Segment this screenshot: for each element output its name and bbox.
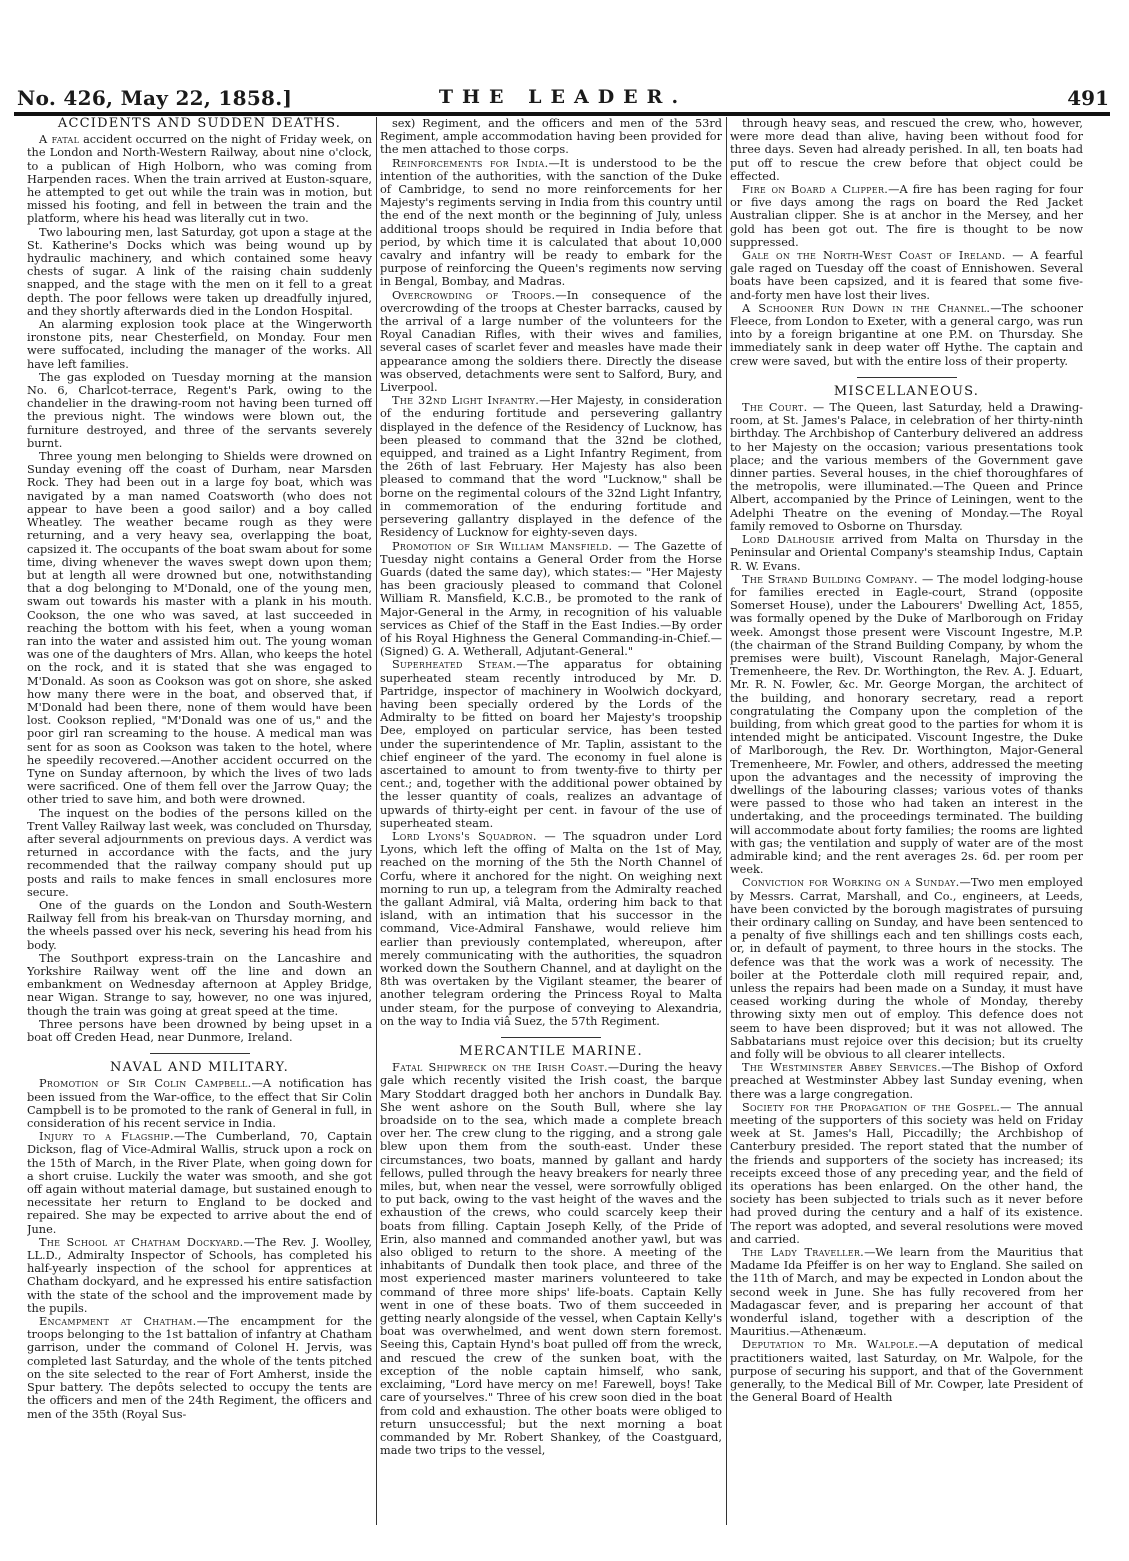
article-lead: The School at Chatham Dockyard. xyxy=(39,1235,244,1249)
column-3 xyxy=(730,117,1083,1527)
article-text: — The squadron under Lord Lyons, which left the offing of Malta on the 1st of May, reached on the morning of the 5th the North Channel of Corfu, where it anchored for the night. On weighing next morning to run up, a telegram from the Admiralty reached the gallant Admiral, viâ Malta, ordering him back to that island, with an intimation that his successor in the command, Vice-Admiral Fanshawe, would relieve him earlier than previously contemplated, whereupon, after merely communicating with the authorities, the squadron worked down the Southern Channel, and at daylight on the 8th was overtaken by the Vigilant steamer, the bearer of another telegram ordering the Princess Royal to Malta under steam, for the purpose of conveying to Alexandria, on the way to India viâ Suez, the 57th Regiment. xyxy=(380,829,722,1028)
article-text: arrived from Malta on Thursday in the Peninsular and Oriental Company's steamship Indus, Captain R. W. Evans. xyxy=(730,533,1083,573)
article-text: Two labouring men, last Saturday, got upon a stage at the St. Katherine's Docks which was being wound up by hydraulic machinery, and which contained some heavy chests of sugar. A link of the raising chain suddenly snapped, and the stage with the men on it fell to a great depth. The poor fellows were taken up dreadfully injured, and they shortly afterwards died in the London Hospital. xyxy=(27,225,372,318)
article-lead: Society for the Propagation of the Gospel. xyxy=(742,1100,1001,1114)
article-text: The gas exploded on Tuesday morning at the mansion No. 6, Charlcot-terrace, Regent's Park, owing to the chandelier in the drawing-room not having been turned off the previous night. The windows were blown out, the furniture destroyed, and three of the servants severely burnt. xyxy=(27,370,372,450)
article-text: —The apparatus for obtaining superheated steam recently introduced by Mr. D. Partridge, inspector of machinery in Woolwich dockyard, having been specially ordered by the Lords of the Admiralty to be fitted on board her Majesty's troopship Dee, employed on particular service, has been tested under the superintendence of Mr. Taplin, assistant to the chief engineer of the yard. The economy in fuel alone is ascertained to amount to from twenty-five to thirty per cent.; and, together with the additional power obtained by the lesser quantity of coals, realizes an advantage of upwards of thirty-eight per cent. in favour of the use of superheated steam. xyxy=(380,658,722,830)
column-2 xyxy=(380,117,722,1527)
misc-articles xyxy=(730,401,1083,1404)
article-lead: Encampment at Chatham. xyxy=(39,1315,197,1329)
article-lead: The Strand Building Company. xyxy=(742,572,918,586)
article-text: —In consequence of the overcrowding of the troops at Chester barracks, caused by the arrival of a large number of the volunteers for the Royal Canadian Rifles, with their wives and families, several cases of scarlet fever and measles have made their appearance among the soldiers there. Directly the disease was observed, detachments were sent to Salford, Bury, and Liverpool. xyxy=(380,288,722,395)
header-rule xyxy=(14,112,1110,116)
article-paragraph xyxy=(730,117,1083,183)
article-lead: The Court. xyxy=(742,401,808,415)
issue-date: No. 426, May 22, 1858.] xyxy=(17,86,293,110)
article-paragraph xyxy=(27,952,372,1018)
article-text: —A deputation of medical practitioners waited, last Saturday, on Mr. Walpole, for the purpose of securing his support, and that of the Government generally, to the Medical Bill of Mr. Cowper, late President of the General Board of Health xyxy=(730,1338,1083,1405)
article-text: —The Rev. J. Woolley, LL.D., Admiralty Inspector of Schools, has completed his half-yearly inspection of the school for apprentices at Chatham dockyard, and he expressed his entire satisfaction with the state of the school and the improvement made by the pupils. xyxy=(27,1235,372,1315)
article-text: The inquest on the bodies of the persons killed on the Trent Valley Railway last week, was concluded on Thursday, after several adjournments on previous days. A verdict was returned in accordance with the facts, and the jury recommended that the railway company should put up posts and rails to make fences in small enclosures more secure. xyxy=(27,806,372,899)
page-number: 491 xyxy=(1067,86,1109,110)
section-heading-accidents: ACCIDENTS AND SUDDEN DEATHS. xyxy=(57,117,342,131)
article-paragraph xyxy=(27,1018,372,1044)
shipping-articles xyxy=(730,117,1083,368)
article-text: — The model lodging-house for families erected in Eagle-court, Strand (opposite Somerset House), under the Labourers' Dwelling Act, 1855, was formally opened by the Duke of Marlborough on Friday week. Amongst those present were Viscount Ingestre, M.P. (the chairman of the Strand Building Company, by whom the premises were built), Viscount Ranelagh, Major-General Tremenheere, the Rev. Dr. Worthington, the Rev. A. J. Eduart, Mr. R. N. Fowler, &c. Mr. George Morgan, the architect of the building, and honorary secretary, read a report congratulating the Company upon the completion of the building, from which great good to the parties for whom it is intended might be anticipated. Viscount Ingestre, the Duke of Marlborough, the Rev. Dr. Worthington, Major-General Tremenheere, Mr. Fowler, and others, addressed the meeting upon the advantages and the necessity of improving the dwellings of the labouring classes; various votes of thanks were passed to those who had taken an interest in the undertaking, and the proceedings terminated. The building will accommodate about forty families; the rooms are lighted with gas; the ventilation and supply of water are of the most admirable kind; and the rent averages 2s. 6d. per room per week. xyxy=(730,572,1083,877)
article-text: —Her Majesty, in consideration of the enduring fortitude and persevering gallantry displayed in the defence of the Residency of Lucknow, has been pleased to command that the 32nd be clothed, equipped, and trained as a Light Infantry Regiment, from the 26th of last February. Her Majesty has also been pleased to command that the word "Lucknow," shall be borne on the regimental colours of the 32nd Light Infantry, in commemoration of the enduring fortitude and persevering gallantry displayed in the defence of the Residency of Lucknow for eighty-seven days. xyxy=(380,394,722,540)
article-lead: Conviction for Working on a Sunday. xyxy=(742,876,960,890)
article-paragraph xyxy=(380,157,722,289)
article-paragraph xyxy=(380,289,722,395)
article-text: —The Cumberland, 70, Captain Dickson, flag of Vice-Admiral Wallis, struck upon a rock on the 15th of March, in the River Plate, when going down for a short cruise. Luckily the water was smooth, and she got off again without material damage, but sustained enough to necessitate her return to England to be docked and repaired. She may be expected to arrive about the end of June. xyxy=(27,1130,372,1236)
section-heading-naval: NAVAL AND MILITARY. xyxy=(110,1060,289,1076)
article-text: —A fire has been raging for four or five days among the rags on board the Red Jacket Australian clipper. She is at anchor in the Mersey, and her gold has been got out. The fire is thought to be now suppressed. xyxy=(730,183,1083,249)
article-paragraph xyxy=(730,183,1083,249)
article-lead: Lord Lyons's Squadron. xyxy=(392,829,537,843)
article-lead: Superheated Steam. xyxy=(392,658,517,672)
article-text: Three persons have been drowned by being upset in a boat off Creden Head, near Dunmore, Ireland. xyxy=(27,1017,372,1045)
section-heading-misc: MISCELLANEOUS. xyxy=(833,383,980,399)
article-text: —Two men employed by Messrs. Carrat, Marshall, and Co., engineers, at Leeds, have been convicted by the borough magistrates of pursuing their ordinary calling on Sunday, and have been sentenced to a penalty of five shillings each and ten shillings costs each, or, in default of payment, to three hours in the stocks. The defence was that the work was a work of necessity. The boiler at the Potterdale cloth mill required repair, and, unless the repairs had been made on a Sunday, it must have ceased working during the whole of Monday, thereby throwing sixty men out of employ. This defence does not seem to have been disproved; but it was not allowed. The Sabbatarians must rejoice over this decision; but its cruelty and folly will be obvious to all clearer intellects. xyxy=(730,876,1083,1062)
article-text: An alarming explosion took place at the Wingerworth ironstone pits, near Chesterfield, on Monday. Four men were suffocated, including the manager of the works. All have left families. xyxy=(27,318,372,371)
article-text: — A fearful gale raged on Tuesday off the coast of Ennishowen. Several boats have been capsized, and it is feared that some five-and-forty men have lost their lives. xyxy=(730,249,1083,302)
article-paragraph xyxy=(730,573,1083,877)
article-paragraph xyxy=(380,540,722,659)
article-lead: Overcrowding of Troops. xyxy=(392,288,556,302)
article-lead: Promotion of Sir William Mansfield. xyxy=(392,539,613,553)
section-rule xyxy=(857,377,957,378)
article-lead: The 32nd Light Infantry. xyxy=(392,394,540,408)
page-header xyxy=(17,86,1109,110)
article-text: —A notification has been issued from the War-office, to the effect that Sir Colin Campbell is to be promoted to the rank of General in full, in consideration of his recent service in India. xyxy=(27,1077,372,1131)
article-text: —It is understood to be the intention of the authorities, with the sanction of the Duke of Cambridge, to send no more reinforcements for her Majesty's regiments serving in India from this country until the end of the next month or the beginning of July, unless additional troops should be required in India before that period, by which time it is calculated that about 10,000 cavalry and infantry will be ready to embark for the purpose of reinforcing the Queen's regiments now serving in Bengal, Bombay, and Madras. xyxy=(380,156,722,289)
accidents-articles xyxy=(27,133,372,1044)
article-paragraph xyxy=(730,1061,1083,1101)
article-paragraph xyxy=(730,401,1083,533)
article-text: Three young men belonging to Shields were drowned on Sunday evening off the coast of Durham, near Marsden Rock. They had been out in a large foy boat, which was navigated by a man named Coatsworth (who does not appear to have been a good sailor) and a boy called Wheatley. The weather became rough as they were returning, and a very heavy sea, overlapping the boat, capsized it. The occupants of the boat swam about for some time, diving whenever the waves swept down upon them; but at length all were drowned but one, notwithstanding that a dog belonging to M'Donald, one of the young men, swam out towards his master with a plank in his mouth. Cookson, the one who was saved, at last succeeded in reaching the bottom with his feet, when a young woman ran into the water and assisted him out. The young woman was one of the daughters of Mrs. Allan, who keeps the hotel on the rock, and it is stated that she was engaged to M'Donald. As soon as Cookson was got on shore, she asked how many there were in the boat, and observed that, if M'Donald had been there, none of them would have been lost. Cookson replied, "M'Donald was one of us," and the poor girl ran screaming to the house. A medical man was sent for as soon as Cookson was taken to the hotel, where he speedily recovered.—Another accident occurred on the Tyne on Sunday afternoon, by which the lives of two lads were sacrificed. One of them fell over the Jarrow Quay; the other tried to save him, and both were drowned. xyxy=(27,450,372,807)
section-heading-mercantile: MERCANTILE MARINE. xyxy=(459,1044,643,1060)
article-text: — The Queen, last Saturday, held a Drawing-room, at St. James's Palace, in celebration of her thirty-ninth birthday. The Archbishop of Canterbury delivered an address to her Majesty on the occasion; various presentations took place; and the various members of the Government gave dinner parties. Several houses, in the chief thoroughfares of the metropolis, were illuminated.—The Queen and Prince Albert, accompanied by the Prince of Leiningen, went to the Adelphi Theatre on the evening of Monday.—The Royal family removed to Osborne on Thursday. xyxy=(730,401,1083,533)
military-articles xyxy=(380,117,722,1028)
article-text: —During the heavy gale which recently visited the Irish coast, the barque Mary Stoddart dragged both her anchors in Dundalk Bay. She went ashore on the South Bull, where she lay broadside on to the sea, which made a complete breach over her. The crew clung to the rigging, and a strong gale blew upon them from the south-east. Under these circumstances, two boats, manned by gallant and hardy fellows, pulled through the heavy breakers for nearly three miles, but, when near the vessel, were sorrowfully obliged to put back, owing to the vast height of the waves and the exhaustion of the crews, who could scarcely keep their boats from filling. Captain Joseph Kelly, of the Pride of Erin, also manned and commanded another yawl, but was also obliged to return to the shore. A meeting of the inhabitants of Dundalk then took place, and three of the most experienced master mariners volunteered to take command of three more ships' life-boats. Captain Kelly went in one of these boats. Two of them succeeded in getting nearly alongside of the vessel, when Captain Kelly's boat was overwhelmed, and went down stern foremost. Seeing this, Captain Hynd's boat pulled off from the wreck, and rescued the crew of the sunken boat, with the exception of the noble captain himself, who sank, exclaiming, "Lord have mercy on me! Farewell, boys! Take care of yourselves." Three of his crew soon died in the boat from cold and exhaustion. The other boats were obliged to return unsuccessful; but the next morning a boat commanded by Mr. Robert Shankey, of the Coastguard, made two trips to the vessel, xyxy=(380,1061,722,1458)
article-text: accident occurred on the night of Friday week, on the London and North-Western Railway, about nine o'clock, to a publican of High Holborn, who was coming from Harpenden races. When the train arrived at Euston-square, he attempted to get out while the train was in motion, but missed his footing, and fell in between the train and the platform, where his head was literally cut in two. xyxy=(27,133,372,226)
article-lead: Promotion of Sir Colin Campbell. xyxy=(39,1077,252,1091)
article-paragraph xyxy=(27,1077,372,1130)
article-paragraph xyxy=(730,1101,1083,1246)
article-paragraph xyxy=(27,226,372,318)
article-paragraph xyxy=(380,1061,722,1457)
column-1 xyxy=(27,117,372,1527)
article-paragraph xyxy=(730,302,1083,368)
article-paragraph xyxy=(27,1130,372,1236)
article-paragraph xyxy=(27,899,372,952)
article-paragraph xyxy=(27,1236,372,1315)
article-paragraph xyxy=(27,450,372,806)
article-lead: Fire on Board a Clipper. xyxy=(742,183,889,197)
article-lead: Lord Dalhousie xyxy=(742,533,835,547)
article-text: — The annual meeting of the supporters of this society was held on Friday week at St. James's Hall, Piccadilly; the Archbishop of Canterbury presided. The report stated that the number of the friends and supporters of the society has increased; its receipts exceed those of any preceding year, and the field of its operations has been enlarged. On the other hand, the society has been subjected to trials such as it never before had proved during the century and a half of its existence. The report was adopted, and several resolutions were moved and carried. xyxy=(730,1100,1083,1246)
article-lead: A fatal xyxy=(39,133,80,147)
article-lead: The Lady Traveller. xyxy=(742,1246,865,1260)
article-text: —We learn from the Mauritius that Madame Ida Pfeiffer is on her way to England. She sailed on the 11th of March, and may be expected in London about the second week in June. She has fully recovered from her Madagascar fever, and is preparing her account of that wonderful island, together with a description of the Mauritius.—Athenæum. xyxy=(730,1246,1083,1339)
article-lead: A Schooner Run Down in the Channel. xyxy=(742,301,991,315)
article-lead: Injury to a Flagship. xyxy=(39,1130,174,1144)
article-text: sex) Regiment, and the officers and men of the 53rd Regiment, ample accommodation having been provided for the men attached to those corps. xyxy=(380,117,722,157)
article-paragraph xyxy=(730,876,1083,1061)
article-paragraph xyxy=(730,533,1083,573)
article-paragraph xyxy=(27,807,372,899)
article-paragraph xyxy=(380,830,722,1028)
article-paragraph xyxy=(380,658,722,830)
article-text: —The schooner Fleece, from London to Exeter, with a general cargo, was run into by a foreign brigantine at one P.M. on Thursday. She immediately sank in deep water off Hythe. The captain and crew were saved, but with the entire loss of their property. xyxy=(730,301,1083,368)
article-lead: Deputation to Mr. Walpole. xyxy=(742,1338,919,1352)
section-rule xyxy=(501,1037,601,1038)
article-paragraph xyxy=(730,1246,1083,1338)
column-divider xyxy=(726,117,727,1525)
article-text: —The Bishop of Oxford preached at Westminster Abbey last Sunday evening, when there was a large congregation. xyxy=(730,1061,1083,1101)
article-text: The Southport express-train on the Lancashire and Yorkshire Railway went off the line and down an embankment on Wednesday afternoon at Appley Bridge, near Wigan. Strange to say, however, no one was injured, though the train was going at great speed at the time. xyxy=(27,951,372,1018)
article-paragraph xyxy=(730,249,1083,302)
article-paragraph xyxy=(380,394,722,539)
column-divider xyxy=(376,117,377,1525)
article-lead: The Westminster Abbey Services. xyxy=(742,1061,942,1075)
article-paragraph xyxy=(27,1315,372,1421)
article-text: through heavy seas, and rescued the crew, who, however, were more dead than alive, having been without food for three days. Seven had already perished. In all, ten boats had put off to rescue the crew before that object could be effected. xyxy=(730,117,1083,183)
article-paragraph xyxy=(27,318,372,371)
article-lead: Fatal Shipwreck on the Irish Coast. xyxy=(392,1061,608,1075)
article-text: — The Gazette of Tuesday night contains a General Order from the Horse Guards (dated the same day), which states:— "Her Majesty has been graciously pleased to command that Colonel William R. Mansfield, K.C.B., be promoted to the rank of Major-General in the Army, in recognition of his valuable services as Chief of the Staff in the East Indies.—By order of his Royal Highness the General Commanding-in-Chief.—(Signed) G. A. Wetherall, Adjutant-General." xyxy=(380,539,722,659)
article-text: —The encampment for the troops belonging to the 1st battalion of infantry at Chatham garrison, under the command of Colonel H. Jervis, was completed last Saturday, and the whole of the tents pitched on the site selected to the rear of Fort Amherst, inside the Spur battery. The depôts selected to occupy the tents are the officers and men of the 24th Regiment, the officers and men of the 35th (Royal Sus- xyxy=(27,1315,372,1421)
mercantile-articles xyxy=(380,1061,722,1457)
article-paragraph xyxy=(380,117,722,157)
article-lead: Reinforcements for India. xyxy=(392,156,549,170)
masthead-title: THE LEADER. xyxy=(438,86,688,108)
section-rule xyxy=(150,1053,250,1054)
article-text: One of the guards on the London and South-Western Railway fell from his break-van on Thursday morning, and the wheels passed over his neck, severing his head from his body. xyxy=(27,898,372,952)
article-lead: Gale on the North-West Coast of Ireland. xyxy=(742,249,1006,263)
article-paragraph xyxy=(730,1338,1083,1404)
naval-articles xyxy=(27,1077,372,1420)
article-paragraph xyxy=(27,133,372,225)
article-paragraph xyxy=(27,371,372,450)
